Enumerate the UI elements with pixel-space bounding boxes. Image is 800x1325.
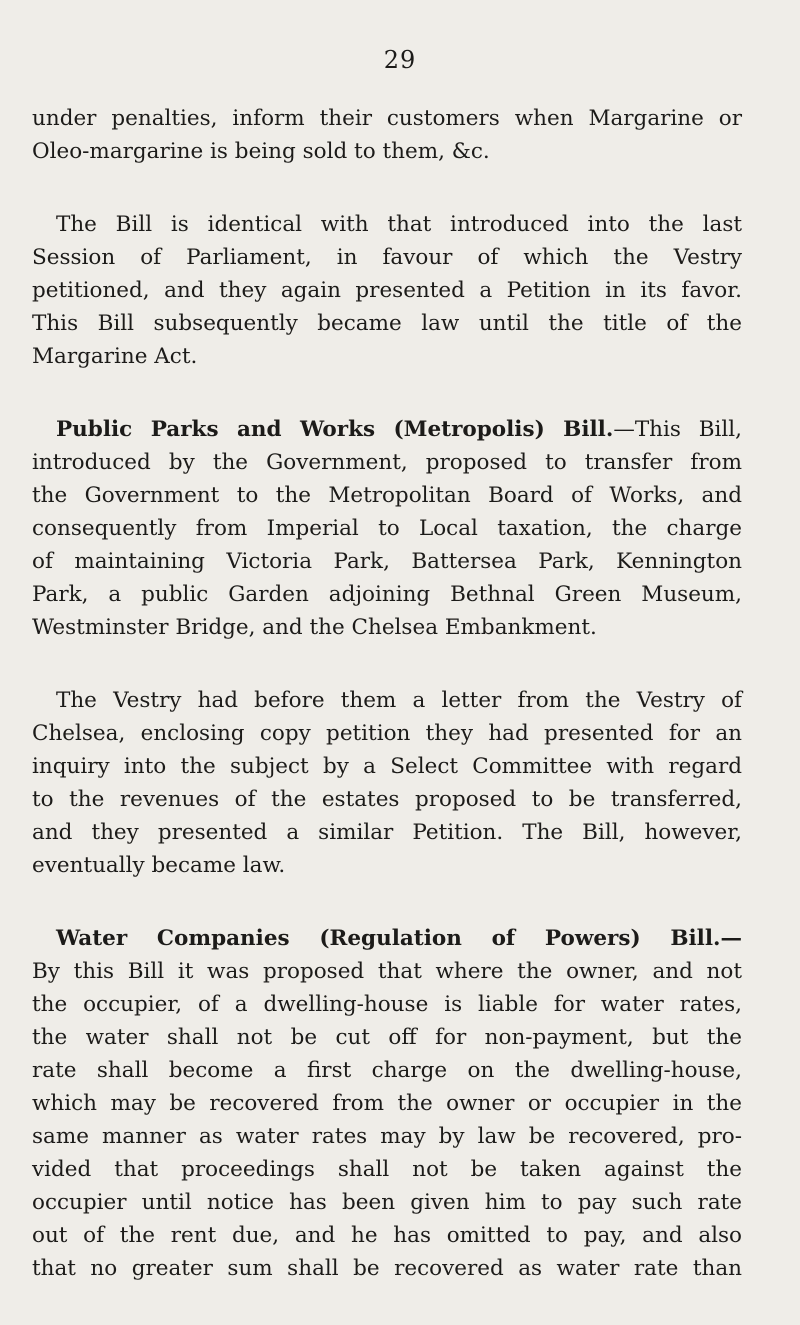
text-line: the water shall not be cut off for non-payment, but the: [32, 1025, 742, 1050]
paragraph-public-parks-bill: [32, 413, 742, 644]
text-line: vided that proceedings shall not be taken against the: [32, 1157, 742, 1182]
text-line: occupier until notice has been given him to pay such rate: [32, 1190, 742, 1215]
text-line: petitioned, and they again presented a Petition in its favor.: [32, 278, 742, 303]
page-body: [32, 102, 742, 1325]
text-line: The Vestry had before them a letter from the Vestry of: [56, 688, 742, 713]
text-line: The Bill is identical with that introduced into the last: [56, 212, 742, 237]
section-heading-public-parks: Public Parks and Works (Metropolis) Bill.: [56, 417, 614, 442]
text-line: Westminster Bridge, and the Chelsea Embankment.: [32, 615, 597, 640]
text-line: Park, a public Garden adjoining Bethnal Green Museum,: [32, 582, 742, 607]
text-line: Oleo-margarine is being sold to them, &c.: [32, 139, 490, 164]
text-line: [32, 413, 742, 446]
text-line: which may be recovered from the owner or occupier in the: [32, 1091, 742, 1116]
text-line: under penalties, inform their customers when Margarine or: [32, 106, 742, 131]
text-line: Session of Parliament, in favour of which the Vestry: [32, 245, 742, 270]
text-line: of maintaining Victoria Park, Battersea Park, Kennington: [32, 549, 742, 574]
paragraph-vestry-letter: [32, 684, 742, 882]
text-line: the occupier, of a dwelling-house is liable for water rates,: [32, 992, 742, 1017]
page-number: 29: [383, 46, 417, 74]
text-line: and they presented a similar Petition. The Bill, however,: [32, 820, 742, 845]
text-line: inquiry into the subject by a Select Committee with regard: [32, 754, 742, 779]
text-line: introduced by the Government, proposed to transfer from: [32, 450, 742, 475]
text-line: that no greater sum shall be recovered as water rate than: [32, 1256, 742, 1281]
text-line: consequently from Imperial to Local taxation, the charge: [32, 516, 742, 541]
section-heading-water-companies: Water Companies (Regulation of Powers) Bill.—: [56, 926, 742, 951]
text-line: This Bill subsequently became law until the title of the: [32, 311, 742, 336]
paragraph-margarine-continuation: [32, 102, 742, 168]
paragraph-bill-identical: [32, 208, 742, 373]
text-line: eventually became law.: [32, 853, 286, 878]
text-line: Margarine Act.: [32, 344, 198, 369]
text-line: out of the rent due, and he has omitted to pay, and also: [32, 1223, 742, 1248]
paragraph-water-companies-bill: [32, 922, 742, 1285]
text-line: the Government to the Metropolitan Board of Works, and: [32, 483, 742, 508]
text-line: same manner as water rates may by law be recovered, pro-: [32, 1124, 742, 1149]
heading-continuation: —This Bill,: [613, 417, 742, 442]
text-line: Chelsea, enclosing copy petition they had presented for an: [32, 721, 742, 746]
text-line: By this Bill it was proposed that where the owner, and not: [32, 959, 742, 984]
text-line: to the revenues of the estates proposed to be transferred,: [32, 787, 742, 812]
text-line: rate shall become a first charge on the dwelling-house,: [32, 1058, 742, 1083]
